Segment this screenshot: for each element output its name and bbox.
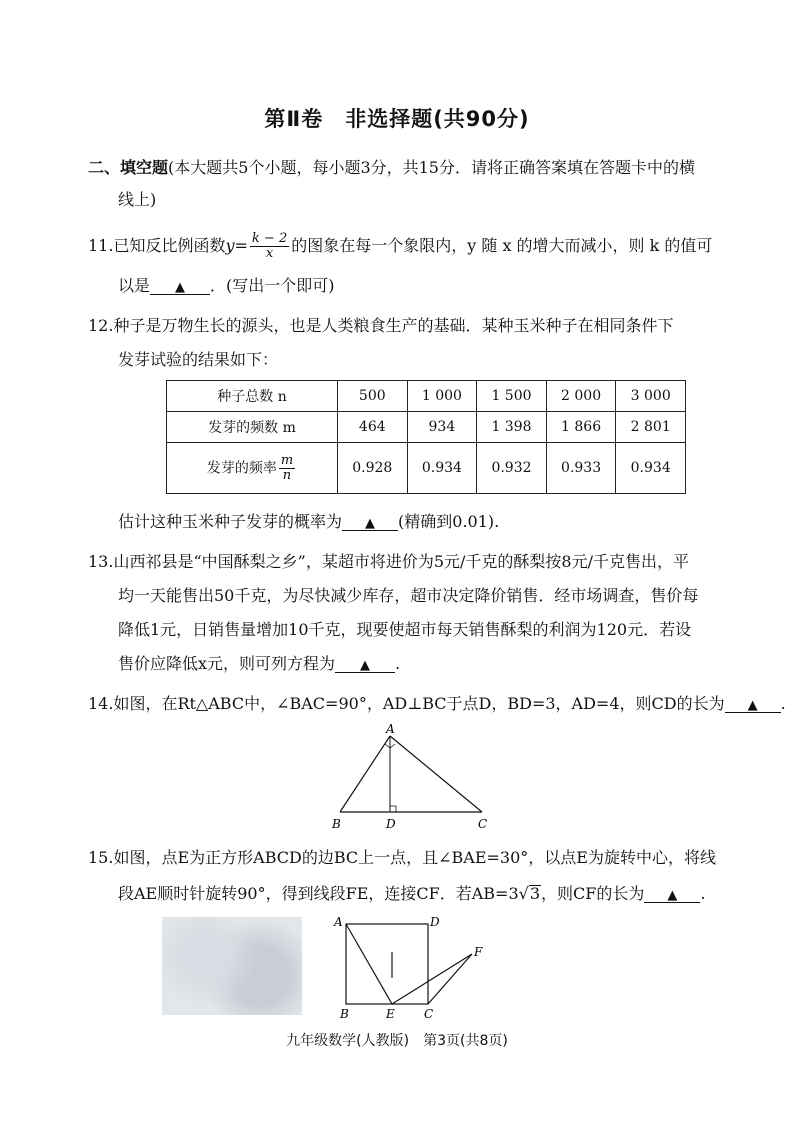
label-c: C [424, 1007, 434, 1021]
table-row [167, 412, 686, 443]
q11-yeq: y= [225, 236, 248, 255]
section-heading: 二、填空题 [88, 158, 169, 177]
question-15-line1 [88, 848, 716, 868]
label-b: B [340, 1007, 349, 1021]
table-row-header [167, 443, 338, 494]
q12-line1-text: 种子是万物生长的源头，也是人类粮食生产的基础．某种玉米种子在相同条件下 [113, 316, 674, 335]
table-cell: 1 500 [477, 381, 547, 412]
sqrt-radicand: 3 [529, 884, 541, 903]
m-over-n-fraction [279, 454, 295, 483]
question-12-line2: 发芽试验的结果如下： [118, 350, 279, 369]
table-cell: 2 801 [616, 412, 686, 443]
segment-ae [346, 924, 392, 1004]
question-15-line2 [118, 884, 705, 904]
label-d: D [430, 915, 440, 929]
page-footer: 九年级数学(人教版) 第3页(共8页) [286, 1033, 508, 1049]
table-cell: 0.934 [616, 443, 686, 494]
right-angle-mark-icon [390, 806, 396, 812]
q15-line2-pre: 段AE顺时针旋转90°，得到线段FE，连接CF．若AB=3 [118, 884, 519, 903]
label-b: B [332, 817, 341, 831]
table-row-header: 发芽的频数 m [167, 412, 338, 443]
q11-line2-pre: 以是 [118, 276, 151, 295]
triangle-mark-icon: ▲ [667, 888, 678, 903]
triangle-mark-icon: ▲ [747, 698, 758, 713]
question-number: 11. [88, 236, 114, 255]
scan-smudge [162, 917, 302, 1015]
table-cell: 3 000 [616, 381, 686, 412]
q12-after-post: (精确到0.01). [398, 512, 500, 531]
q13-line4-pre: 售价应降低x元，则可列方程为 [118, 654, 336, 673]
table-cell: 934 [407, 412, 477, 443]
q14-text: 如图，在Rt△ABC中，∠BAC=90°，AD⊥BC于点D，BD=3，AD=4，则CD的长为 [113, 694, 725, 713]
question-13-line2: 均一天能售出50千克，为尽快减少库存，超市决定降价销售．经市场调查，售价每 [118, 586, 699, 605]
segment-ac [390, 736, 482, 812]
section-instructions-line2: 线上) [118, 190, 157, 209]
label-a: A [386, 722, 395, 736]
q15-line2-post: ，则CF的长为 [541, 884, 645, 903]
q12-after-pre: 估计这种玉米种子发芽的概率为 [118, 512, 343, 531]
question-12-after [118, 512, 499, 532]
table-cell: 500 [338, 381, 408, 412]
table-row [167, 381, 686, 412]
table-cell: 0.934 [407, 443, 477, 494]
triangle-mark-icon: ▲ [175, 280, 186, 295]
q15-line1-text: 如图，点E为正方形ABCD的边BC上一点，且∠BAE=30°，以点E为旋转中心，将线 [113, 848, 716, 867]
triangle-abc-diagram [330, 722, 500, 836]
question-11-line1 [88, 232, 712, 261]
segment-cf [428, 954, 472, 1004]
q11-pre: 已知反比例函数 [113, 236, 226, 255]
question-11-line2 [118, 276, 335, 296]
triangle-mark-icon: ▲ [365, 516, 376, 531]
segment-ab [340, 736, 390, 812]
table-row-header: 种子总数 n [167, 381, 338, 412]
q11-post: 的图象在每一个象限内，y 随 x 的增大而减小，则 k 的值可 [291, 236, 713, 255]
table-cell: 0.928 [338, 443, 408, 494]
table-cell: 2 000 [546, 381, 616, 412]
fraction-numerator: k − 2 [251, 231, 288, 246]
question-number: 15. [88, 848, 114, 867]
section-instructions [88, 158, 695, 178]
answer-blank [150, 276, 210, 295]
answer-blank [335, 654, 395, 673]
table-row [167, 443, 686, 494]
q13-line4-post: . [395, 654, 401, 673]
fraction-numerator: m [280, 452, 294, 468]
label-f: F [474, 945, 483, 959]
segment-ef [392, 954, 472, 1004]
table-cell: 1 866 [546, 412, 616, 443]
q14-end: . [780, 694, 786, 713]
question-12-line1 [88, 316, 673, 336]
square-abcd-diagram [330, 912, 500, 1026]
question-number: 14. [88, 694, 114, 713]
germination-table [166, 380, 686, 494]
label-c: C [478, 817, 488, 831]
table-cell: 464 [338, 412, 408, 443]
row-header-text: 发芽的频率 [206, 460, 277, 476]
square-abcd [346, 924, 428, 1004]
question-number: 13. [88, 552, 114, 571]
question-14-line1 [88, 694, 786, 714]
table-cell: 0.933 [546, 443, 616, 494]
page-title: 第Ⅱ卷 非选择题(共90分) [264, 107, 530, 131]
q11-fraction [250, 232, 289, 261]
triangle-mark-icon: ▲ [360, 658, 371, 673]
table-cell: 1 398 [477, 412, 547, 443]
section-instructions-line1: (本大题共5个小题，每小题3分，共15分．请将正确答案填在答题卡中的横 [168, 158, 695, 177]
question-13-line1 [88, 552, 689, 572]
fraction-denominator: n [282, 467, 292, 483]
question-13-line3: 降低1元，日销售量增加10千克，现要使超市每天销售酥梨的利润为120元．若设 [118, 620, 692, 639]
table-cell: 1 000 [407, 381, 477, 412]
label-d: D [386, 817, 396, 831]
answer-blank [644, 884, 700, 903]
question-number: 12. [88, 316, 114, 335]
question-13-line4 [118, 654, 400, 674]
label-e: E [386, 1007, 395, 1021]
table-cell: 0.932 [477, 443, 547, 494]
fraction-denominator: x [265, 246, 274, 261]
q11-line2-post: ．(写出一个即可) [210, 276, 335, 295]
q13-line1-text: 山西祁县是“中国酥梨之乡”，某超市将进价为5元/千克的酥梨按8元/千克售出，平 [113, 552, 689, 571]
sqrt-symbol-icon: √ [518, 884, 529, 903]
answer-blank [725, 694, 781, 713]
q15-end: . [700, 884, 706, 903]
label-a: A [334, 915, 343, 929]
answer-blank [342, 512, 398, 531]
